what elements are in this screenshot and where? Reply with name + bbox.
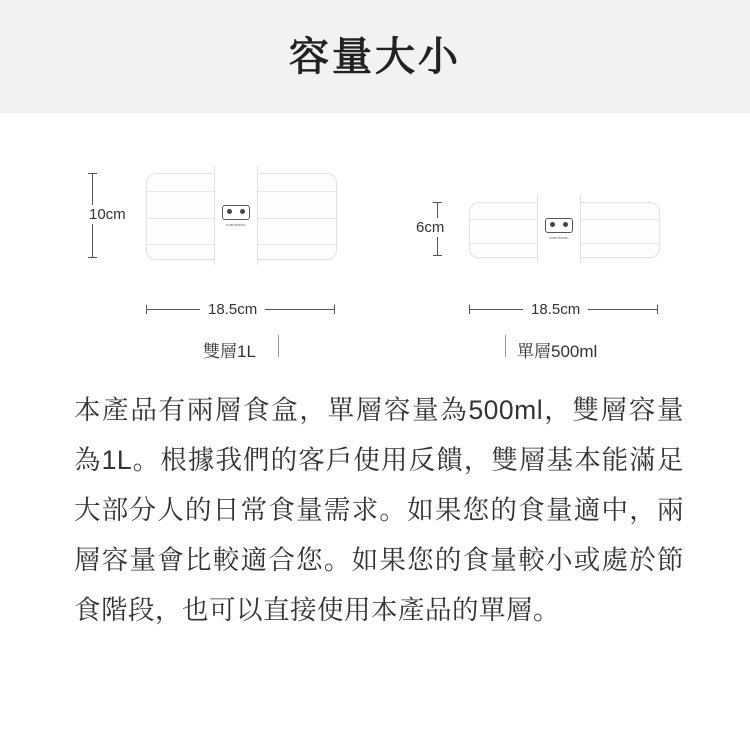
page-title: 容量大小	[289, 34, 461, 79]
single-layer-caption: 單層500ml	[517, 342, 598, 361]
double-layer-width-label: 18.5cm	[200, 301, 265, 318]
double-layer-caption-rule	[278, 335, 279, 357]
single-layer-strap	[537, 195, 581, 263]
single-layer-width-label: 18.5cm	[523, 301, 588, 318]
brand-logo-text: mambatto	[549, 235, 569, 240]
brand-logo-icon	[545, 218, 573, 233]
description-paragraph: 本產品有兩層食盒，單層容量為500ml，雙層容量為1L。根據我們的客戶使用反饋，雙層基本能滿足大部分人的日常食量需求。如果您的食量適中，兩層容量會比較適合您。如果您的食量較小或處於節食階段，也可以直接使用本產品的單層。	[74, 395, 684, 625]
single-layer-height-label: 6cm	[413, 218, 447, 237]
header-band	[0, 0, 750, 113]
brand-logo-text: mambatto	[226, 221, 246, 227]
double-layer-strap	[214, 166, 258, 265]
single-layer-caption-rule	[505, 335, 506, 357]
double-layer-caption: 雙層1L	[203, 342, 256, 361]
size-diagram	[0, 113, 750, 373]
double-layer-height-label: 10cm	[86, 205, 129, 224]
brand-logo-icon	[222, 205, 250, 220]
